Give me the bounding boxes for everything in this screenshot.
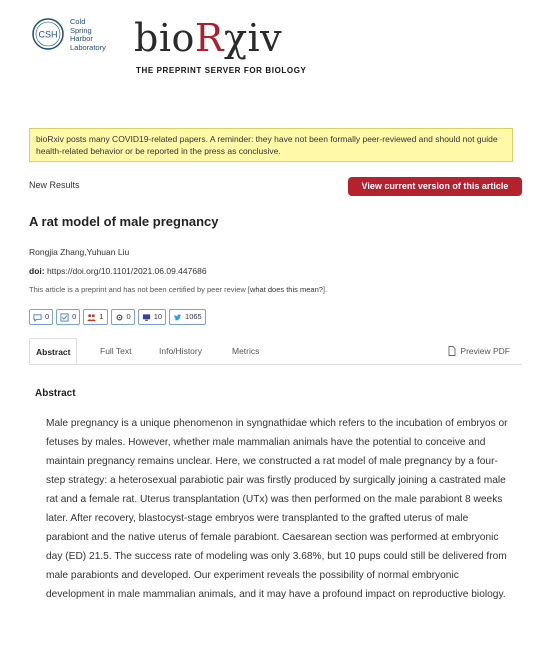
article-tabs bbox=[29, 338, 522, 365]
note-end: ]. bbox=[322, 285, 328, 294]
preview-pdf-link[interactable] bbox=[448, 338, 510, 364]
document-icon bbox=[448, 346, 456, 356]
csh-name bbox=[70, 18, 106, 52]
gear-icon bbox=[115, 313, 124, 322]
csh-logo-icon[interactable] bbox=[32, 18, 64, 50]
badge-count: 1 bbox=[99, 312, 104, 321]
badge-count: 0 bbox=[126, 312, 131, 321]
csh-line: Spring bbox=[70, 25, 92, 35]
badge-count: 10 bbox=[153, 312, 163, 321]
article-title: A rat model of male pregnancy bbox=[29, 214, 219, 229]
abstract-text: Male pregnancy is a unique phenomenon in syngnathidae which refers to the incubation of embryos or fetuses by males. However, whether male mammalian animals have the potential to conceive and maintain pregnancy remains unclear. Here, we constructed a rat model of male pregnancy by a four-step strategy: a heterosexual parabiotic pair was firstly produced by surgically joining a castrated male rat and a female rat. Uterus transplantation (UTx) was then performed on the male parabiont 8 weeks later. After recovery, blastocyst-stage embryos were transplanted to the grafted uterus of male parabiont and the native uterus of female parabiont. Caesarean section was performed at embryonic day (ED) 21.5. The success rate of modeling was only 3.68%, but 10 pups could still be delivered from male parabionts and developed. Our experiment reveals the possibility of normal embryonic development in male mammalian animals, and it may have a profound impact on reproductive biology. bbox=[46, 418, 508, 600]
preprint-note bbox=[29, 285, 327, 294]
view-current-version-button[interactable]: View current version of this article bbox=[348, 177, 522, 196]
users-icon bbox=[87, 313, 96, 322]
biorxiv-logo[interactable] bbox=[134, 16, 282, 60]
csh-line: Laboratory bbox=[70, 42, 106, 52]
tab-info-history[interactable]: Info/History bbox=[159, 346, 202, 356]
csh-initials: CSH bbox=[38, 29, 58, 40]
badge-count: 0 bbox=[45, 312, 50, 321]
csh-line: Cold bbox=[70, 17, 86, 26]
reviews-badge[interactable] bbox=[56, 309, 80, 325]
doi-link[interactable]: https://doi.org/10.1101/2021.06.09.447686 bbox=[46, 266, 207, 276]
twitter-icon bbox=[173, 313, 182, 322]
monitor-icon bbox=[142, 313, 151, 322]
comment-icon bbox=[33, 313, 42, 322]
tagline: THE PREPRINT SERVER FOR BIOLOGY bbox=[136, 66, 307, 75]
metric-badges bbox=[29, 309, 206, 325]
check-icon bbox=[60, 313, 69, 322]
covid-notice: bioRxiv posts many COVID19-related papers. A reminder: they have not been formally peer-reviewed and should not guide health-related behavior or be reported in the press as conclusive. bbox=[29, 128, 513, 162]
what-does-this-mean-link[interactable]: what does this mean? bbox=[249, 285, 323, 294]
brand-r: R bbox=[194, 16, 224, 60]
preview-pdf-label: Preview PDF bbox=[460, 346, 510, 356]
twitter-badge[interactable] bbox=[169, 309, 206, 325]
abstract-heading: Abstract bbox=[35, 388, 76, 399]
site-header bbox=[0, 0, 550, 110]
badge-count: 1065 bbox=[185, 312, 202, 321]
comments-badge[interactable] bbox=[29, 309, 53, 325]
trackbacks-badge[interactable] bbox=[111, 309, 135, 325]
blogs-badge[interactable] bbox=[138, 309, 166, 325]
article-status: New Results bbox=[29, 180, 80, 190]
csh-line: Harbor bbox=[70, 34, 93, 43]
tab-full-text[interactable]: Full Text bbox=[100, 346, 132, 356]
community-badge[interactable] bbox=[83, 309, 107, 325]
tab-metrics[interactable]: Metrics bbox=[232, 346, 260, 356]
badge-count: 0 bbox=[72, 312, 77, 321]
brand-right: χiv bbox=[223, 16, 283, 60]
doi-label: doi: bbox=[29, 266, 45, 276]
article-authors[interactable]: Rongjia Zhang,Yuhuan Liu bbox=[29, 247, 130, 257]
tab-abstract[interactable]: Abstract bbox=[29, 338, 77, 364]
note-text: This article is a preprint and has not been certified by peer review [ bbox=[29, 285, 250, 294]
article-doi bbox=[29, 266, 207, 276]
brand-left: bio bbox=[134, 16, 195, 60]
